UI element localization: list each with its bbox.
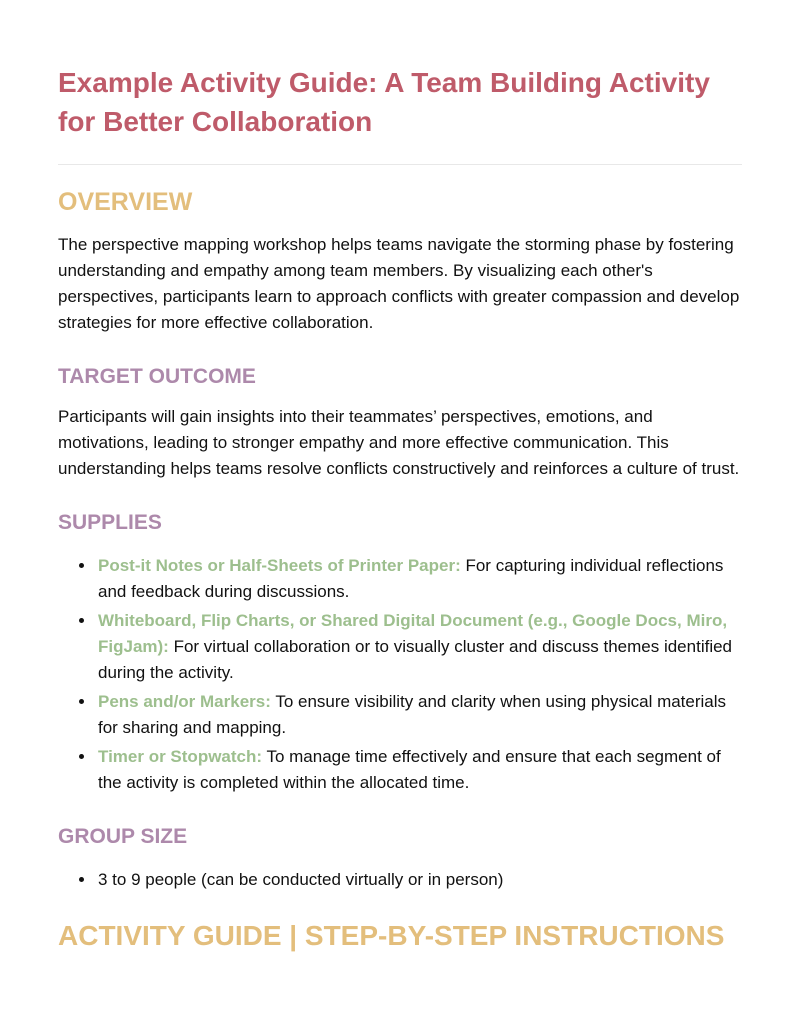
section-heading-group-size: GROUP SIZE [58, 825, 188, 848]
group-size-list [58, 867, 742, 893]
supply-text: For capturing individual reflections and feedback during discussions. [98, 556, 724, 601]
list-item [96, 553, 742, 605]
section-heading-activity-guide: ACTIVITY GUIDE | STEP-BY-STEP INSTRUCTIONS [58, 920, 725, 951]
supplies-list [58, 553, 742, 796]
list-item [96, 608, 742, 686]
supply-text: To ensure visibility and clarity when using physical materials for sharing and mapping. [98, 692, 727, 737]
target-outcome-paragraph: Participants will gain insights into their teammates’ perspectives, emotions, and motivations, leading to stronger empathy and more effective communication. This understanding helps teams resolve conflicts constructively and reinforces a culture of trust. [58, 407, 740, 478]
section-heading-supplies: SUPPLIES [58, 511, 162, 534]
supply-lead: Post-it Notes or Half-Sheets of Printer Paper: [98, 556, 461, 575]
list-item [96, 867, 742, 893]
supply-lead: Whiteboard, Flip Charts, or Shared Digital Document (e.g., Google Docs, Miro, FigJam): [98, 611, 728, 656]
doc-title: Example Activity Guide: A Team Building Activity for Better Collaboration [58, 67, 710, 137]
section-heading-target-outcome: TARGET OUTCOME [58, 365, 256, 388]
supply-lead: Pens and/or Markers: [98, 692, 271, 711]
group-size-text: 3 to 9 people (can be conducted virtually or in person) [98, 870, 504, 889]
overview-paragraph: The perspective mapping workshop helps teams navigate the storming phase by fostering understanding and empathy among team members. By visualizing each other's perspectives, participants learn to approach conflicts with greater compassion and develop strategies for more effective collaboration. [58, 235, 740, 332]
supply-lead: Timer or Stopwatch: [98, 747, 263, 766]
divider [58, 164, 742, 165]
list-item [96, 689, 742, 741]
list-item [96, 744, 742, 796]
supply-text: For virtual collaboration or to visually cluster and discuss themes identified during the activity. [98, 637, 733, 682]
section-heading-overview: OVERVIEW [58, 188, 193, 216]
supply-text: To manage time effectively and ensure that each segment of the activity is completed within the allocated time. [98, 747, 721, 792]
